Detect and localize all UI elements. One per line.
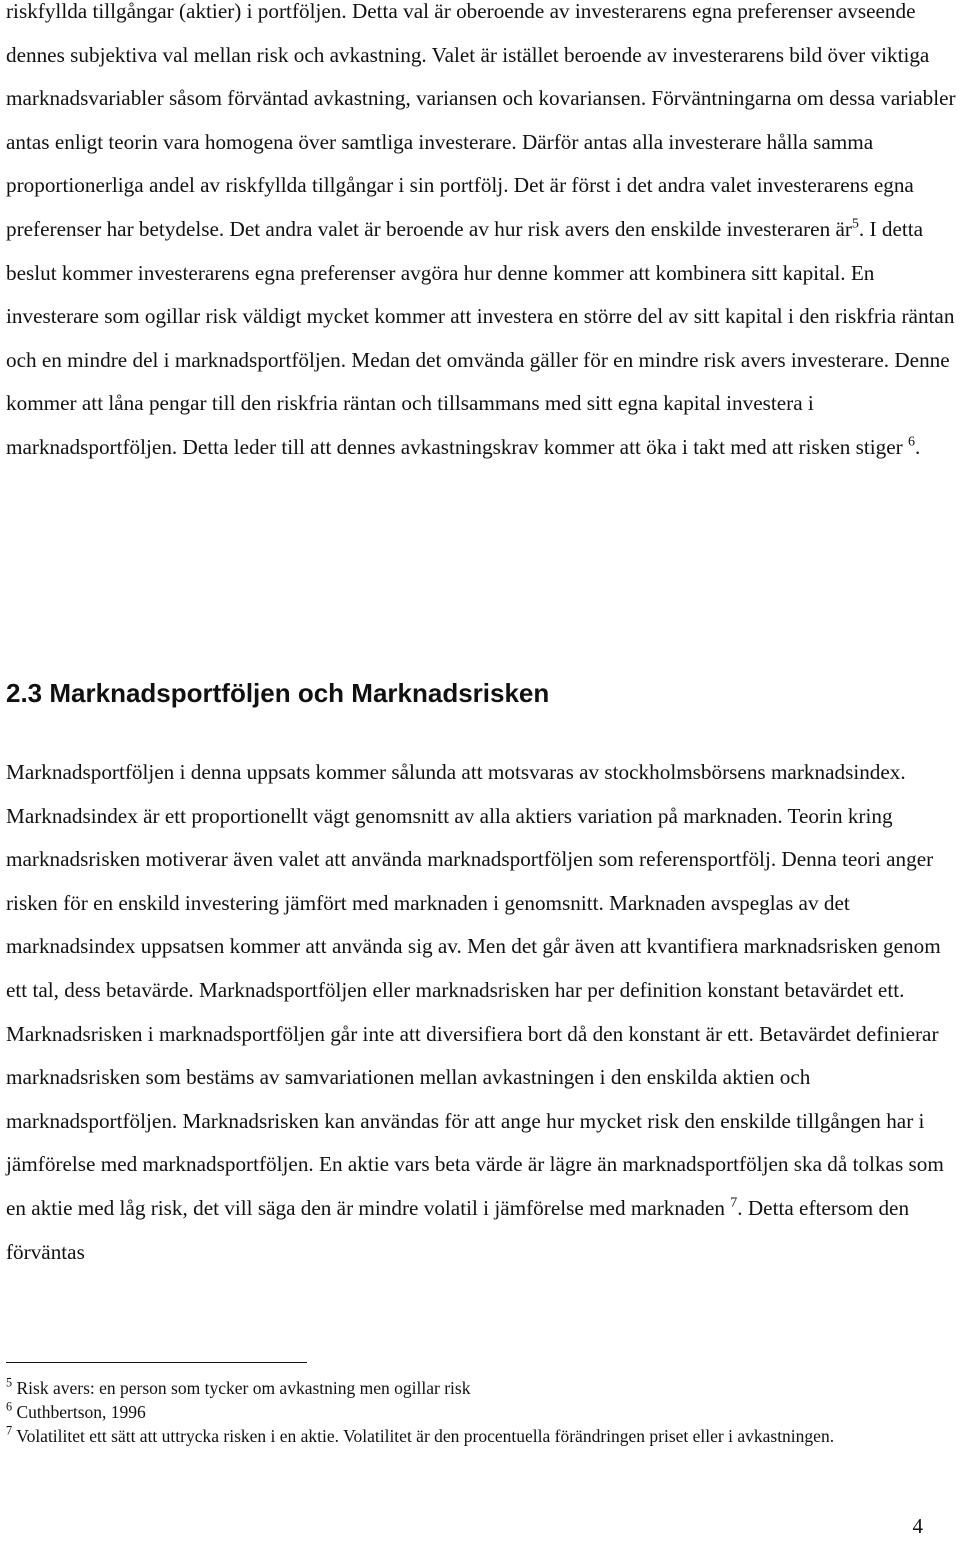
footnote-number: 6 [6, 1399, 13, 1414]
footnote-separator [6, 1362, 307, 1363]
footnote-text: Volatilitet ett sätt att uttrycka risken i en aktie. Volatilitet är den procentuella förändringen priset eller i avkastningen. [16, 1426, 835, 1446]
footnote-number: 5 [6, 1375, 13, 1390]
footnote-reference[interactable]: 7 [730, 1195, 738, 1211]
footnote-reference[interactable]: 6 [907, 434, 915, 450]
section-heading: 2.3 Marknadsportföljen och Marknadsrisken [6, 678, 550, 708]
footnote-text: Cuthbertson, 1996 [16, 1402, 146, 1422]
footnote [6, 1376, 906, 1400]
paragraph-text: . I detta beslut kommer investerarens egna preferenser avgöra hur denne kommer att kombinera sitt kapital. En investerare som ogillar risk väldigt mycket kommer att investera en större del av sitt kapital i den riskfria räntan och en mindre del i marknadsportföljen. Medan det omvända gäller för en mindre risk avers investerare. Denne kommer att låna pengar till den riskfria räntan och tillsammans med sitt egna kapital investera i marknadsportföljen. Detta leder till att dennes avkastningskrav kommer att öka i takt med att risken stiger [6, 216, 955, 459]
paragraph-text: riskfyllda tillgångar (aktier) i portföljen. Detta val är oberoende av investerarens egna preferenser avseende dennes subjektiva val mellan risk och avkastning. Valet är istället beroende av investerarens bild över viktiga marknadsvariabler såsom förväntad avkastning, variansen och kovariansen. Förväntningarna om dessa variabler antas enligt teorin vara homogena över samtliga investerare. Därför antas alla investerare hålla samma proportionerliga andel av riskfyllda tillgångar i sin portfölj. Det är först i det andra valet investerarens egna preferenser har betydelse. Det andra valet är beroende av hur risk avers den enskilde investeraren är [6, 0, 956, 241]
page-number: 4 [912, 1514, 923, 1538]
paragraph-text: . [914, 434, 921, 459]
body-paragraph-2 [6, 751, 956, 1274]
footnote [6, 1400, 906, 1424]
paragraph-text: Marknadsportföljen i denna uppsats kommer sålunda att motsvaras av stockholmsbörsens marknadsindex. Marknadsindex är ett proportionellt vägt genomsnitt av alla aktiers variation på marknaden. Teorin kring marknadsrisken motiverar även valet att använda marknadsportföljen som referensportfölj. Denna teori anger risken för en enskild investering jämfört med marknaden i genomsnitt. Marknaden avspeglas av det marknadsindex uppsatsen kommer att använda sig av. Men det går även att kvantifiera marknadsrisken genom ett tal, dess betavärde. Marknadsportföljen eller marknadsrisken har per definition konstant betavärdet ett. Marknadsrisken i marknadsportföljen går inte att diversifiera bort då den konstant är ett. Betavärdet definierar marknadsrisken som bestäms av samvariationen mellan avkastningen i den enskilda aktien och marknadsportföljen. Marknadsrisken kan användas för att ange hur mycket risk den enskilde tillgången har i jämförelse med marknadsportföljen. En aktie vars beta värde är lägre än marknadsportföljen ska då tolkas som en aktie med låg risk, det vill säga den är mindre volatil i jämförelse med marknaden [6, 760, 944, 1220]
body-paragraph-1 [6, 0, 956, 470]
footnote-reference[interactable]: 5 [851, 216, 859, 232]
footnotes [6, 1376, 906, 1448]
footnote-number: 7 [6, 1423, 13, 1438]
footnote [6, 1424, 906, 1448]
footnote-text: Risk avers: en person som tycker om avkastning men ogillar risk [16, 1378, 471, 1398]
paragraph-text: . Detta eftersom den förväntas [6, 1195, 910, 1264]
